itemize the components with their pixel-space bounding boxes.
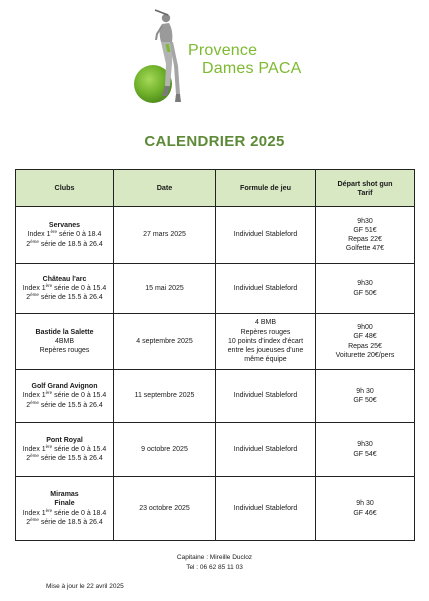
club-cell: Miramas Finale Index 1ère série de 0 à 18.4 2ème série de 18.5 à 26.4	[16, 477, 114, 541]
header-formule: Formule de jeu	[216, 170, 316, 207]
club-cell: Château l'arc Index 1ère série de 0 à 15.4 2ème série de 15.5 à 26.4	[16, 264, 114, 314]
date-cell: 9 octobre 2025	[114, 423, 216, 477]
date-cell: 23 octobre 2025	[114, 477, 216, 541]
table-header-row	[16, 170, 415, 207]
captain-name: Capitaine : Mireille Ducloz	[176, 554, 253, 561]
header-clubs: Clubs	[16, 170, 114, 207]
formule-cell: Individuel Stableford	[216, 207, 316, 264]
depart-cell: 9h30 GF 51€ Repas 22€ Golfette 47€	[316, 207, 415, 264]
logo-line-2: Dames PACA	[202, 60, 302, 77]
contact-info	[0, 553, 429, 573]
table-row	[16, 423, 415, 477]
club-cell: Bastide la Salette 4BMB Repères rouges	[16, 314, 114, 370]
club-cell: Servanes Index 1ère série 0 à 18.4 2ème série de 18.5 à 26.4	[16, 207, 114, 264]
formule-cell: Individuel Stableford	[216, 423, 316, 477]
depart-cell: 9h30 GF 50€	[316, 264, 415, 314]
calendar-table	[15, 169, 415, 541]
table-row	[16, 264, 415, 314]
formule-cell: Individuel Stableford	[216, 477, 316, 541]
table-row	[16, 207, 415, 264]
formule-cell: 4 BMB Repères rouges 10 points d'index d'écart entre les joueuses d'une même équipe	[216, 314, 316, 370]
depart-cell: 9h 30 GF 46€	[316, 477, 415, 541]
date-cell: 27 mars 2025	[114, 207, 216, 264]
formule-cell: Individuel Stableford	[216, 264, 316, 314]
depart-cell: 9h30 GF 54€	[316, 423, 415, 477]
club-cell: Pont Royal Index 1ère série de 0 à 15.4 2ème série de 15.5 à 26.4	[16, 423, 114, 477]
logo-line-1: Provence	[188, 42, 258, 59]
table-row	[16, 370, 415, 423]
header-date: Date	[114, 170, 216, 207]
table-row	[16, 477, 415, 541]
depart-cell: 9h 30 GF 50€	[316, 370, 415, 423]
logo-text	[188, 42, 302, 78]
table-row	[16, 314, 415, 370]
date-cell: 4 septembre 2025	[114, 314, 216, 370]
captain-phone: Tel : 06 62 85 11 03	[186, 564, 243, 571]
date-cell: 11 septembre 2025	[114, 370, 216, 423]
header-depart: Départ shot gun Tarif	[316, 170, 415, 207]
club-cell: Golf Grand Avignon Index 1ère série de 0 à 15.4 2ème série de 15.5 à 26.4	[16, 370, 114, 423]
depart-cell: 9h00 GF 48€ Repas 25€ Voiturette 20€/pers	[316, 314, 415, 370]
date-cell: 15 mai 2025	[114, 264, 216, 314]
page-title: CALENDRIER 2025	[144, 133, 285, 150]
formule-cell: Individuel Stableford	[216, 370, 316, 423]
update-date: Mise à jour le 22 avril 2025	[46, 583, 124, 590]
